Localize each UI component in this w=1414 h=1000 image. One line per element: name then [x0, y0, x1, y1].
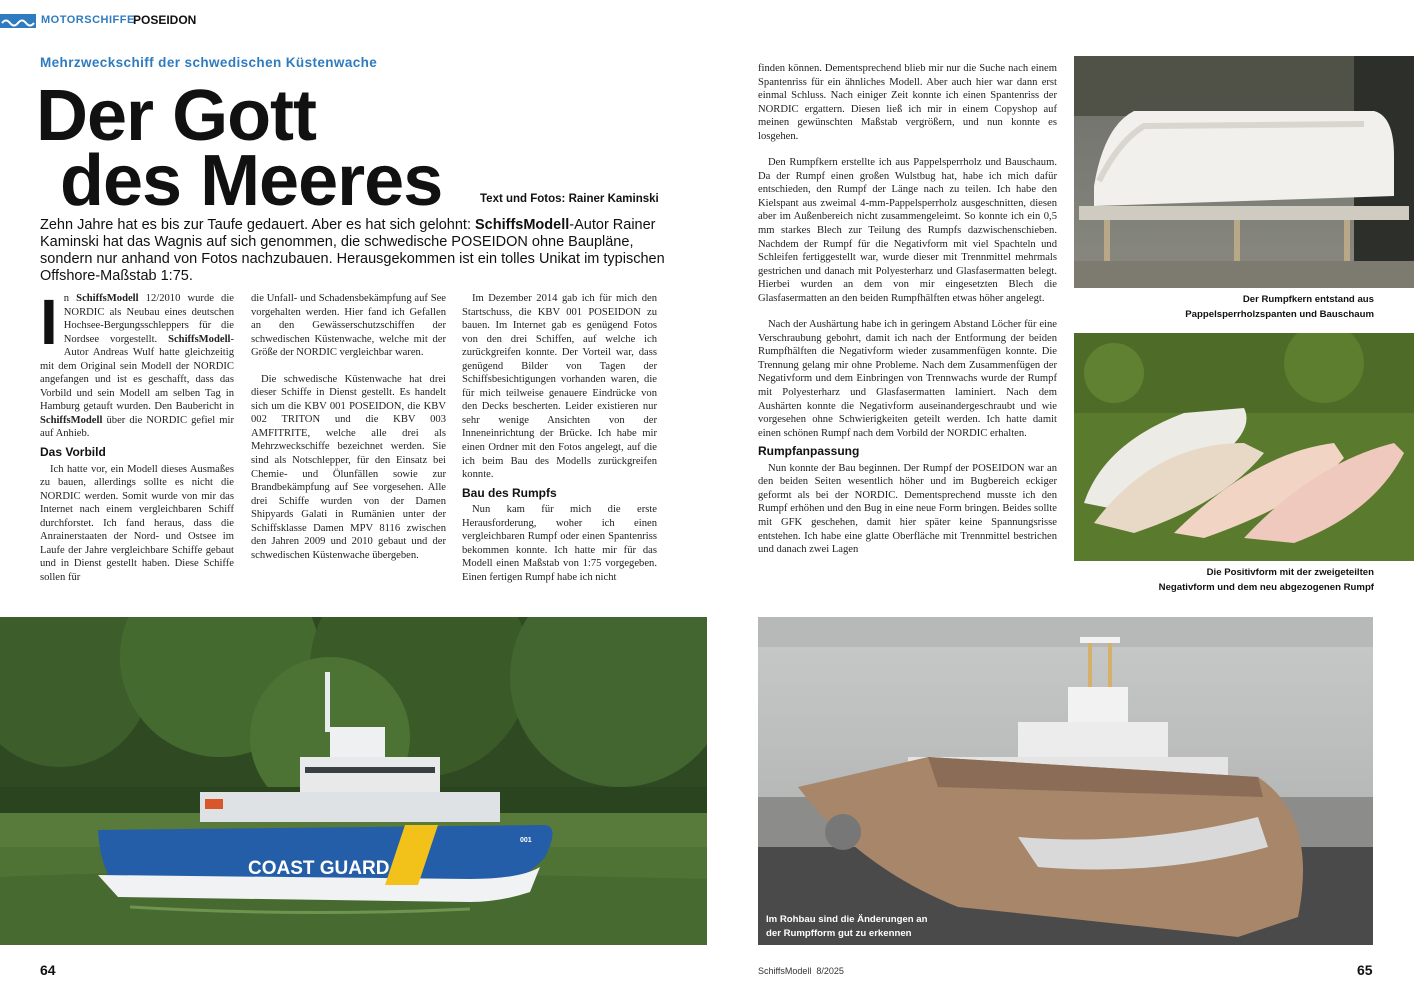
heading-vorbild: Das Vorbild: [40, 445, 106, 460]
paragraph: Nach der Aushärtung habe ich in geringem Abstand Löcher für eine Verschraubung gebohrt, damit ich nach der Entformung der beiden Rumpfhälften die Negativform wieder zusammenfügen konnte. Die Trennung gelang mir ohne Probleme. Nach dem Zusammenfügen der Negativform und dem Einbringen von Trennwachs wurde der Rumpf mit Polyesterharz und Glasfasermatten laminiert. Nach dem Aushärten konnte die Negativform auseinandergeschraubt und wie vorgesehen ohne Schwierigkeiten geteilt werden. Ich hatte damit einen schönen Rumpf nach dem Vorbild der NORDIC erhalten.: [758, 319, 1057, 439]
photo-hull-core: [1074, 56, 1414, 288]
paragraph: Nun konnte der Bau beginnen. Der Rumpf der POSEIDON war an den beiden Seiten wesentlich höher und im Bugbereich eckiger geformt als bei der NORDIC. Dementsprechend musste ich den Rumpf erhöhen und den Bug in eine neue Form bringen. Beides sollte mit GFK geschehen, damit hier später keine Spannungsrisse entstehen. Ich habe eine glatte Oberfläche mit Trennmittel bestrichen und danach zwei Lagen: [758, 462, 1057, 556]
title-line1: Der Gott: [36, 76, 316, 156]
paragraph: die Unfall- und Schadensbekämpfung auf See vorgehalten werden. Hier fand ich Gefallen an den Gewässerschutzschiffen der schwedischen Küstenwache, welche mit der Größe der NORDIC vergleichbar waren.: [251, 293, 446, 359]
paragraph: Den Rumpfkern erstellte ich aus Pappelsperrholz und Bauschaum. Da der Rumpf einen großen Wulstbug hat, habe ich mich dafür entschieden, den Rumpf der Länge nach zu teilen. Ich habe den Kielspant aus zweimal 4-mm-Pappelsperrholz ausgeschnitten, diesen aber im Außenbereich nicht zusammengeleimt. So konnte ich ein 0,5 mm starkes Blech zur Teilung des Rumpfs dazwischenschieben. Nachdem der Rumpf für die Negativform mit viel Spachteln und Schleifen fertiggestellt war, wurde dieser mit Trennmittel mehrmals gestrichen und danach mit Polyesterharz und Glasfasermatten belegt. Hierbei wurden an dem von mir eingesetzten Blech die Glasfasermatten an den beiden Rumpfhälften etwas höher angelegt.: [758, 157, 1057, 304]
title-line2: des Meeres: [60, 141, 443, 221]
photo-molds-on-grass: [1074, 333, 1414, 561]
lead-paragraph: Zehn Jahre hat es bis zur Taufe gedauert. Aber es hat sich gelohnt: SchiffsModell-Autor Rainer Kaminski hat das Wagnis auf sich genommen, die schwedische POSEIDON ohne Baupläne, sondern nur anhand von Fotos nachzubauen. Herausgekommen ist ein tolles Unikat im typischen Offshore-Maßstab 1:75.: [40, 217, 665, 284]
caption-molds: Die Positivform mit der zweigeteilten Negativform und dem neu abgezogenen Rumpf: [1158, 567, 1374, 593]
photo-coast-guard-ship: [0, 617, 707, 945]
paragraph: Die schwedische Küstenwache hat drei dieser Schiffe in Dienst gestellt. Es handelt sich um die KBV 001 POSEIDON, die KBV 002 TRITON und die KBV 003 AMFITRITE, welche alle drei als Mehrzweckschiffe bezeichnet werden. Sie sind als Notschlepper, für den Einsatz bei Chemie- und Ölunfällen sowie zur Brandbekämpfung auf See vorgesehen. Alle drei Schiffe wurden von der Damen Shipyards Galati in Rumänien unter der Schiffsklasse Damen MPV 8116 zwischen den Jahren 2009 und 2010 gebaut und der schwedischen Küstenwache übergeben.: [251, 373, 446, 561]
paragraph: finden können. Dementsprechend blieb mir nur die Suche nach einem Spantenriss für ein ähnliches Modell. Aber auch hier war dann erst einmal Schluss. Nach einiger Zeit konnte ich einen Spantenriss der NORDIC ergattern. Diesen ließ ich mir in einem Copyshop auf meinen gewünschten Maßstab vergrößern, und nun konnte es losgehen.: [758, 63, 1057, 142]
ship-hull-lettering: COAST GUARD: [248, 858, 390, 879]
text-column-1: [40, 286, 234, 584]
caption-raw-build: Im Rohbau sind die Änderungen an der Rumpfform gut zu erkennen: [766, 914, 928, 939]
page-number-right: 65: [1357, 962, 1373, 978]
caption-hull-core: Der Rumpfkern entstand aus Pappelsperrholzspanten und Bauschaum: [1185, 294, 1374, 320]
paragraph: Im Dezember 2014 gab ich für mich den Startschuss, die KBV 001 POSEIDON zu bauen. Im Internet gab es genügend Fotos von den drei Schiffen, auf welche ich zurückgreifen konnte. Der Vorteil war, dass genügend Bilder von Tagen der Schiffsbesichtigungen vorhanden waren, die für mich teilweise genauere Eindrücke von den Decks bescherten. Leider existieren nur sehr wenige Ansichten von der Inneneinrichtung der Brücke. Ich habe mir einen Ordner mit den Fotos angelegt, auf die ich beim Bau des Modells zurückgreifen konnte.: [462, 293, 657, 481]
text-column-2: [251, 292, 446, 562]
kicker: Mehrzweckschiff der schwedischen Küstenwache: [40, 55, 378, 70]
subsection-label: POSEIDON: [133, 13, 197, 27]
text-column-3: [462, 292, 657, 584]
byline: Text und Fotos: Rainer Kaminski: [480, 193, 659, 205]
page-number-left: 64: [40, 962, 56, 978]
text-column-4: [758, 62, 1057, 557]
footer-magazine: SchiffsModell 8/2025: [758, 966, 844, 976]
intro-paragraph: In SchiffsModell 12/2010 wurde die NORDIC als Neubau eines deutschen Hochsee-Bergungsschleppers für die Nordsee vorgestellt. SchiffsModell-Autor Andreas Wulf hatte gleichzeitig mit dem Original sein Modell der NORDIC angefangen und ist es geschafft, dass das Vorbild und sein Modell am selben Tag in Hamburg getauft wurden. Den Baubericht in SchiffsModell über die NORDIC gefiel mir auf Anhieb.: [40, 286, 234, 440]
paragraph: Nun kam für mich die erste Herausforderung, woher ich einen vergleichbaren Rumpf oder einen Spantenriss bekommen konnte. Ich hatte mir für das Modell einen Maßstab von 1:75 vorgegeben. Einen fertigen Rumpf habe ich nicht: [462, 504, 657, 583]
paragraph: Ich hatte vor, ein Modell dieses Ausmaßes zu bauen, allerdings sollte es nicht die NORDIC werden. Somit wurde von mir das Internet nach einem vergleichbaren Schiff durchforstet. Ich fand heraus, dass die Anrainerstaaten der Nord- und Ostsee im Laufe der Jahre vergleichbare Schiffe gebaut und in Dienst gestellt haben. Diese Schiffe sollen für: [40, 463, 234, 583]
heading-bau-des-rumpfs: Bau des Rumpfs: [462, 485, 557, 500]
photo-raw-build: [758, 617, 1373, 945]
wave-logo-icon: [0, 14, 36, 28]
dropcap: I: [40, 286, 58, 358]
ship-number: 001: [520, 837, 532, 844]
heading-rumpfanpassung: Rumpfanpassung: [758, 444, 860, 459]
section-label: MOTORSCHIFFE: [41, 14, 135, 26]
